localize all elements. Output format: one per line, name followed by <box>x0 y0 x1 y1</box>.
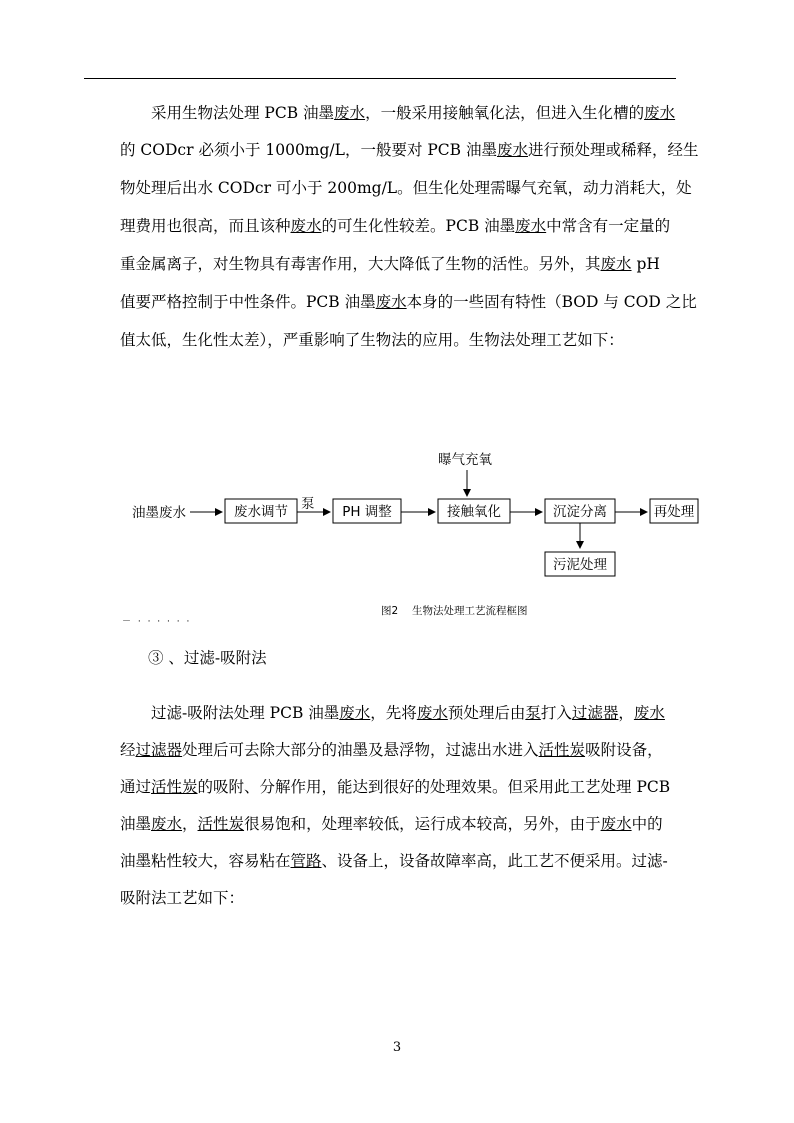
text-line: 经过滤器处理后可去除大部分的油墨及悬浮物，过滤出水进入活性炭吸附设备， <box>120 741 663 759</box>
text-line: 通过活性炭的吸附、分解作用，能达到很好的处理效果。但采用此工艺处理 PCB <box>120 778 671 796</box>
link-wastewater[interactable]: 废水 <box>334 104 366 122</box>
text-line: 吸附法工艺如下： <box>120 889 245 907</box>
text-line: 物处理后出水 CODcr 可小于 200mg/L。但生化处理需曝气充氧，动力消耗大，处 <box>120 179 692 197</box>
link-pump[interactable]: 泵 <box>525 704 541 722</box>
text-line: 采用生物法处理 PCB 油墨废水，一般采用接触氧化法，但进入生化槽的废水 <box>120 104 676 122</box>
link-activated-carbon[interactable]: 活性炭 <box>197 815 245 833</box>
pump-label: 泵 <box>301 496 315 512</box>
text-line: 重金属离子，对生物具有毒害作用，大大降低了生物的活性。另外，其废水 pH <box>120 255 660 273</box>
link-activated-carbon[interactable]: 活性炭 <box>151 778 198 796</box>
link-filter[interactable]: 过滤器 <box>135 741 183 759</box>
box-contact-oxidation-label: 接触氧化 <box>447 504 501 520</box>
link-wastewater[interactable]: 废水 <box>600 255 632 273</box>
link-wastewater[interactable]: 废水 <box>496 141 528 159</box>
box-sedimentation-label: 沉淀分离 <box>553 504 607 520</box>
page-number: 3 <box>392 1040 402 1055</box>
link-wastewater[interactable]: 废水 <box>515 217 547 235</box>
link-activated-carbon[interactable]: 活性炭 <box>538 741 586 759</box>
link-wastewater[interactable]: 废水 <box>633 704 665 722</box>
text-line: 的 CODcr 必须小于 1000mg/L，一般要对 PCB 油墨废水进行预处理或稀释，经生 <box>120 141 699 159</box>
link-wastewater[interactable]: 废水 <box>151 815 183 833</box>
section-heading: ③ 、过滤-吸附法 <box>148 649 267 667</box>
link-wastewater[interactable]: 废水 <box>644 104 676 122</box>
input-label: 油墨废水 <box>132 505 186 521</box>
link-wastewater[interactable]: 废水 <box>339 704 371 722</box>
stray-mark: － · · · · · · <box>122 617 192 627</box>
process-flow-diagram <box>0 440 794 630</box>
text-line: 值太低，生化性太差），严重影响了生物法的应用。生物法处理工艺如下： <box>120 331 624 349</box>
link-wastewater[interactable]: 废水 <box>600 815 632 833</box>
text-line: 值要严格控制于中性条件。PCB 油墨废水本身的一些固有特性（BOD 与 COD 之比 <box>120 293 697 311</box>
link-wastewater[interactable]: 废水 <box>416 704 448 722</box>
text-line: 过滤-吸附法处理 PCB 油墨废水，先将废水预处理后由泵打入过滤器，废水 <box>120 704 665 722</box>
text-line: 油墨废水，活性炭很易饱和，处理率较低，运行成本较高，另外，由于废水中的 <box>120 815 663 833</box>
figure-caption: 图2 生物法处理工艺流程框图 <box>381 605 528 617</box>
box-adjust-tank-label: 废水调节 <box>234 504 288 520</box>
box-sludge-label: 污泥处理 <box>553 557 607 573</box>
text-line: 油墨粘性较大，容易粘在管路、设备上，设备故障率高，此工艺不便采用。过滤- <box>120 852 668 870</box>
link-wastewater[interactable]: 废水 <box>290 217 322 235</box>
link-pipeline[interactable]: 管路 <box>290 852 322 870</box>
header-rule <box>84 78 676 79</box>
link-wastewater[interactable]: 废水 <box>375 293 407 311</box>
box-reprocess-label: 再处理 <box>653 504 695 520</box>
aeration-label: 曝气充氧 <box>438 452 492 468</box>
link-filter[interactable]: 过滤器 <box>571 704 619 722</box>
box-ph-adjust-label: PH 调整 <box>342 504 392 520</box>
text-line: 理费用也很高，而且该种废水的可生化性较差。PCB 油墨废水中常含有一定量的 <box>120 217 671 235</box>
